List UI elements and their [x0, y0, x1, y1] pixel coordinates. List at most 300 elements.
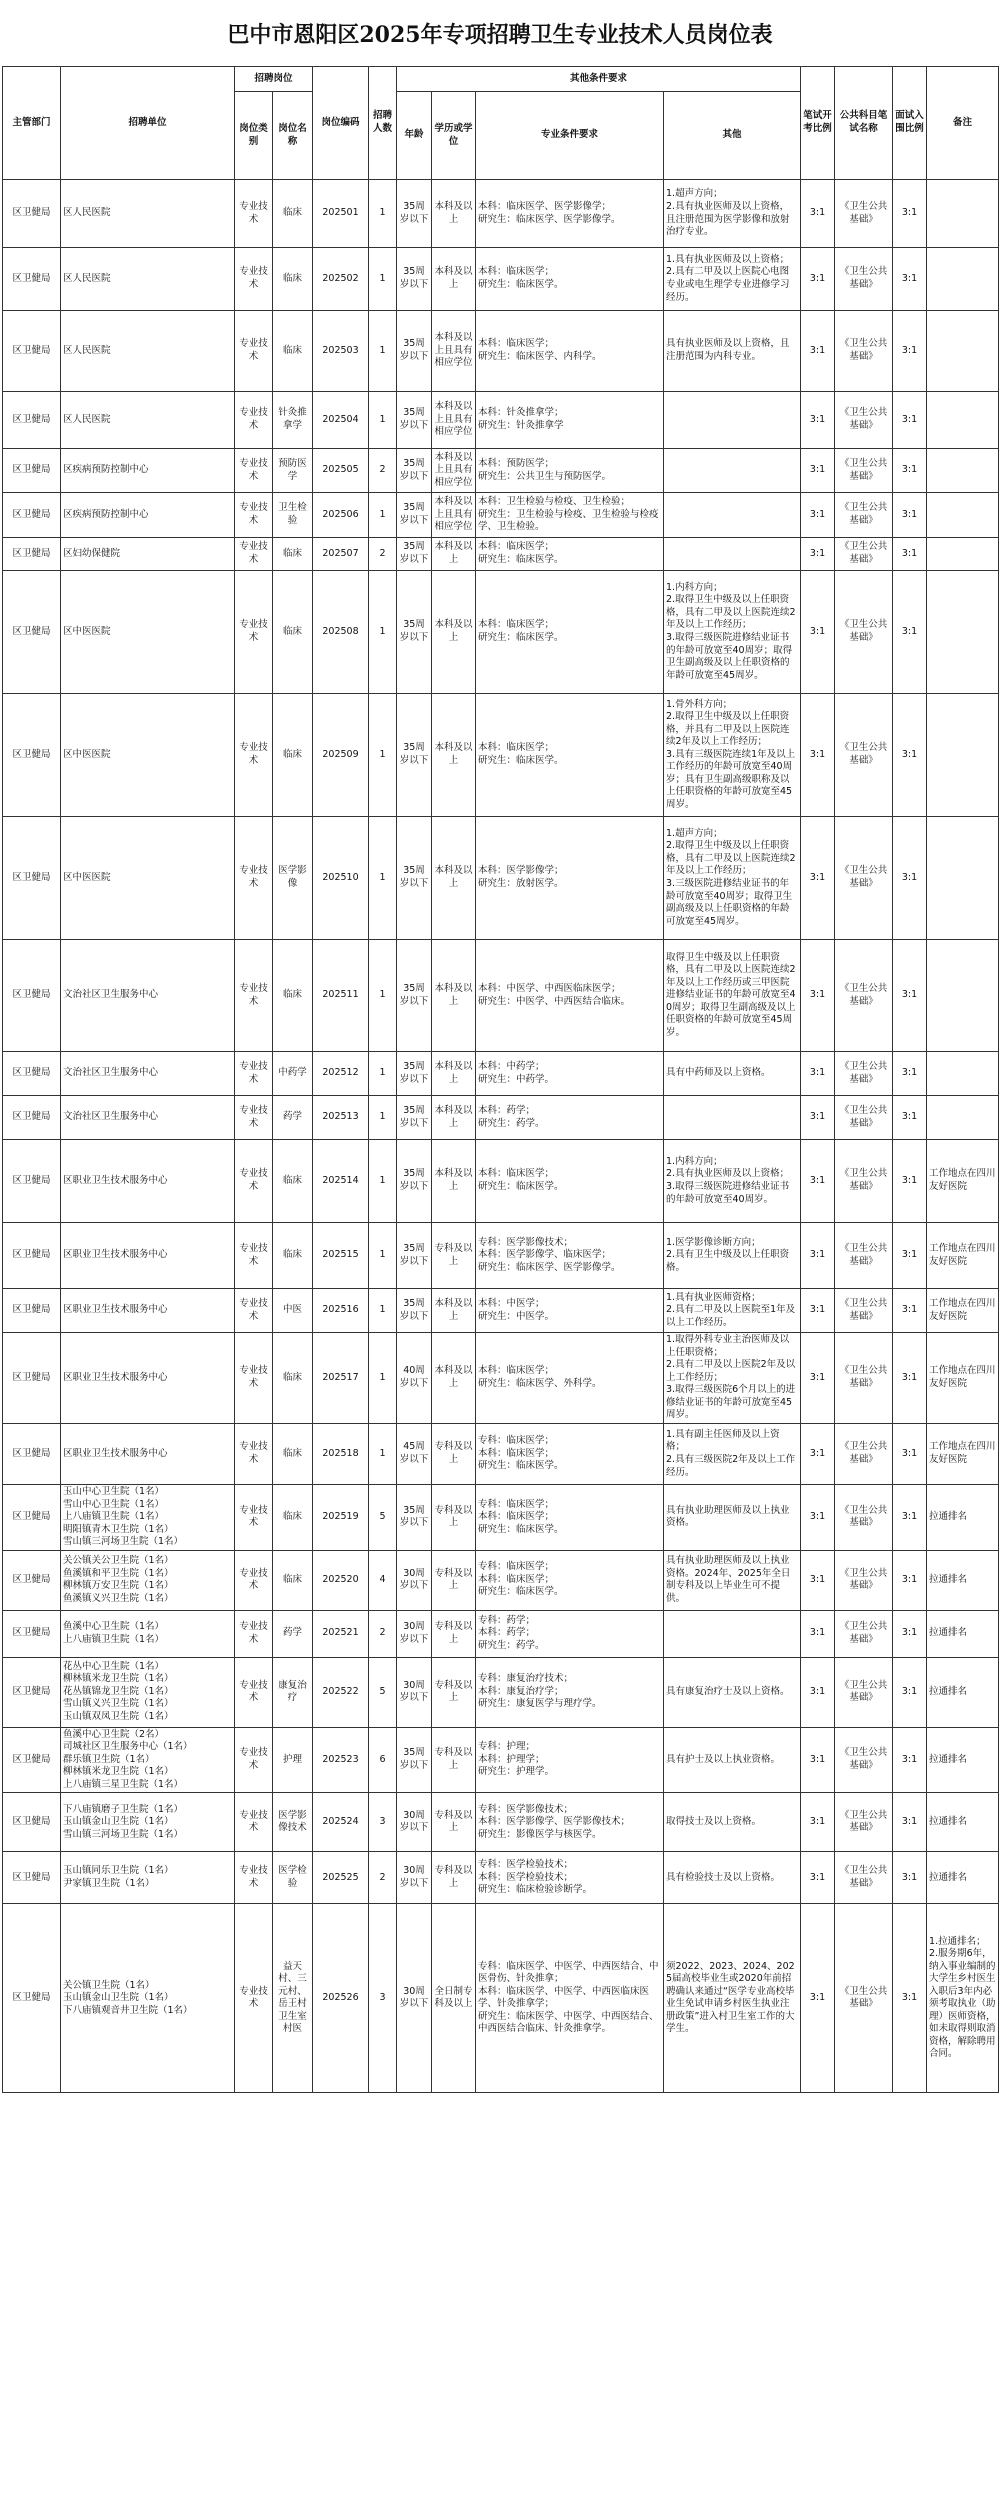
cell-type: 专业技术 [235, 248, 273, 311]
cell-other: 取得卫生中级及以上任职资格，具有二甲及以上医院连续2年及以上工作经历或三甲医院进修结业证书的年龄可放宽至40周岁；取得卫生副高级及以上任职资格的年龄可放宽至45周岁。 [664, 940, 801, 1052]
cell-edu: 专科及以上 [432, 1550, 476, 1610]
table-row [3, 940, 999, 1052]
cell-subject: 《卫生公共基础》 [835, 1223, 893, 1289]
cell-other: 1.医学影像诊断方向； 2.具有卫生中级及以上任职资格。 [664, 1223, 801, 1289]
cell-count: 5 [369, 1657, 397, 1727]
cell-interview: 3:1 [893, 1485, 927, 1551]
cell-unit: 区职业卫生技术服务中心 [61, 1140, 235, 1223]
cell-subject: 《卫生公共基础》 [835, 180, 893, 248]
cell-age: 45周岁以下 [397, 1424, 432, 1485]
cell-interview: 3:1 [893, 1727, 927, 1793]
cell-major: 本科：临床医学； 研究生：临床医学、外科学。 [476, 1333, 664, 1424]
cell-edu: 专科及以上 [432, 1485, 476, 1551]
cell-other: 1.内科方向； 2.取得卫生中级及以上任职资格，具有二甲及以上医院连续2年及以上工作经历； 3.取得三级医院进修结业证书的年龄可放宽至40周岁；取得卫生副高级及以上任职资格的年龄可放宽至45周岁。 [664, 571, 801, 694]
cell-interview: 3:1 [893, 1852, 927, 1904]
cell-major: 本科：卫生检验与检疫、卫生检验； 研究生：卫生检验与检疫、卫生检验与检疫学、卫生检验。 [476, 493, 664, 538]
cell-code: 202511 [313, 940, 369, 1052]
cell-type: 专业技术 [235, 449, 273, 493]
cell-count: 1 [369, 493, 397, 538]
cell-other: 具有护士及以上执业资格。 [664, 1727, 801, 1793]
col-code: 岗位编码 [313, 67, 369, 180]
table-row [3, 392, 999, 449]
cell-major: 本科：临床医学； 研究生：临床医学。 [476, 1140, 664, 1223]
cell-edu: 本科及以上 [432, 571, 476, 694]
cell-edu: 本科及以上且具有相应学位 [432, 392, 476, 449]
cell-dept: 区卫健局 [3, 1223, 61, 1289]
cell-edu: 专科及以上 [432, 1657, 476, 1727]
cell-name: 临床 [273, 248, 313, 311]
cell-type: 专业技术 [235, 1485, 273, 1551]
cell-subject: 《卫生公共基础》 [835, 1610, 893, 1657]
cell-remark: 工作地点在四川友好医院 [927, 1333, 999, 1424]
cell-interview: 3:1 [893, 1793, 927, 1852]
cell-name: 临床 [273, 1140, 313, 1223]
cell-unit: 花丛中心卫生院（1名） 柳林镇米龙卫生院（1名） 花丛镇锦龙卫生院（1名） 雪山镇义兴卫生院（1名） 玉山镇双凤卫生院（1名） [61, 1657, 235, 1727]
cell-unit: 区职业卫生技术服务中心 [61, 1424, 235, 1485]
cell-name: 临床 [273, 1485, 313, 1551]
cell-dept: 区卫健局 [3, 1333, 61, 1424]
cell-unit: 文治社区卫生服务中心 [61, 1052, 235, 1096]
cell-count: 1 [369, 1424, 397, 1485]
cell-major: 本科：医学影像学； 研究生：放射医学。 [476, 817, 664, 940]
cell-dept: 区卫健局 [3, 1424, 61, 1485]
cell-code: 202514 [313, 1140, 369, 1223]
cell-name: 医学检验 [273, 1852, 313, 1904]
cell-count: 1 [369, 1223, 397, 1289]
cell-name: 卫生检验 [273, 493, 313, 538]
cell-major: 本科：临床医学； 研究生：临床医学、内科学。 [476, 311, 664, 392]
cell-dept: 区卫健局 [3, 1852, 61, 1904]
cell-remark: 拉通排名 [927, 1793, 999, 1852]
cell-name: 药学 [273, 1096, 313, 1140]
cell-unit: 关公镇关公卫生院（1名） 鱼溪镇和平卫生院（1名） 柳林镇万安卫生院（1名） 鱼溪镇义兴卫生院（1名） [61, 1550, 235, 1610]
col-ratio: 笔试开考比例 [801, 67, 835, 180]
cell-age: 35周岁以下 [397, 392, 432, 449]
cell-remark [927, 449, 999, 493]
cell-code: 202504 [313, 392, 369, 449]
cell-interview: 3:1 [893, 1096, 927, 1140]
cell-type: 专业技术 [235, 1793, 273, 1852]
cell-dept: 区卫健局 [3, 311, 61, 392]
cell-major: 专科：医学检验技术； 本科：医学检验技术； 研究生：临床检验诊断学。 [476, 1852, 664, 1904]
cell-other: 1.超声方向； 2.具有执业医师及以上资格，且注册范围为医学影像和放射治疗专业。 [664, 180, 801, 248]
cell-subject: 《卫生公共基础》 [835, 1096, 893, 1140]
cell-type: 专业技术 [235, 311, 273, 392]
cell-subject: 《卫生公共基础》 [835, 493, 893, 538]
cell-unit: 区中医医院 [61, 694, 235, 817]
cell-subject: 《卫生公共基础》 [835, 1852, 893, 1904]
cell-type: 专业技术 [235, 1223, 273, 1289]
cell-interview: 3:1 [893, 538, 927, 571]
cell-count: 2 [369, 1852, 397, 1904]
cell-age: 35周岁以下 [397, 571, 432, 694]
cell-remark [927, 571, 999, 694]
cell-name: 药学 [273, 1610, 313, 1657]
cell-type: 专业技术 [235, 1657, 273, 1727]
table-row [3, 1223, 999, 1289]
cell-major: 专科：康复治疗技术； 本科：康复治疗学； 研究生：康复医学与理疗学。 [476, 1657, 664, 1727]
cell-name: 中药学 [273, 1052, 313, 1096]
cell-type: 专业技术 [235, 1610, 273, 1657]
cell-edu: 本科及以上 [432, 248, 476, 311]
cell-interview: 3:1 [893, 694, 927, 817]
cell-code: 202520 [313, 1550, 369, 1610]
cell-code: 202516 [313, 1289, 369, 1333]
cell-age: 35周岁以下 [397, 1096, 432, 1140]
cell-ratio: 3:1 [801, 180, 835, 248]
cell-count: 2 [369, 538, 397, 571]
cell-major: 本科：中医学、中西医临床医学； 研究生：中医学、中西医结合临床。 [476, 940, 664, 1052]
col-post-name: 岗位名称 [273, 92, 313, 180]
cell-remark [927, 940, 999, 1052]
cell-interview: 3:1 [893, 248, 927, 311]
cell-major: 本科：预防医学； 研究生：公共卫生与预防医学。 [476, 449, 664, 493]
cell-type: 专业技术 [235, 694, 273, 817]
cell-code: 202519 [313, 1485, 369, 1551]
cell-major: 专科：护理； 本科：护理学； 研究生：护理学。 [476, 1727, 664, 1793]
cell-remark [927, 392, 999, 449]
cell-other: 具有执业助理医师及以上执业资格。2024年、2025年全日制专科及以上毕业生可不提供。 [664, 1550, 801, 1610]
table-row [3, 248, 999, 311]
cell-code: 202518 [313, 1424, 369, 1485]
cell-name: 临床 [273, 538, 313, 571]
cell-remark: 拉通排名 [927, 1727, 999, 1793]
cell-ratio: 3:1 [801, 493, 835, 538]
cell-edu: 本科及以上 [432, 1140, 476, 1223]
cell-remark [927, 180, 999, 248]
cell-name: 临床 [273, 1550, 313, 1610]
cell-other: 具有中药师及以上资格。 [664, 1052, 801, 1096]
col-subject: 公共科目笔试名称 [835, 67, 893, 180]
cell-unit: 关公镇卫生院（1名） 玉山镇金山卫生院（1名） 下八庙镇观音井卫生院（1名） [61, 1904, 235, 2093]
cell-age: 35周岁以下 [397, 1052, 432, 1096]
cell-type: 专业技术 [235, 538, 273, 571]
cell-unit: 区疾病预防控制中心 [61, 493, 235, 538]
cell-edu: 本科及以上 [432, 940, 476, 1052]
cell-interview: 3:1 [893, 1140, 927, 1223]
cell-code: 202510 [313, 817, 369, 940]
cell-major: 本科：临床医学； 研究生：临床医学。 [476, 571, 664, 694]
cell-code: 202524 [313, 1793, 369, 1852]
cell-interview: 3:1 [893, 180, 927, 248]
cell-unit: 玉山镇同乐卫生院（1名） 尹家镇卫生院（1名） [61, 1852, 235, 1904]
cell-interview: 3:1 [893, 1052, 927, 1096]
cell-unit: 鱼溪中心卫生院（2名） 司城社区卫生服务中心（1名） 群乐镇卫生院（1名） 柳林镇米龙卫生院（1名） 上八庙镇三星卫生院（1名） [61, 1727, 235, 1793]
cell-major: 专科：临床医学； 本科：临床医学； 研究生：临床医学。 [476, 1424, 664, 1485]
col-count: 招聘人数 [369, 67, 397, 180]
cell-remark [927, 248, 999, 311]
cell-type: 专业技术 [235, 817, 273, 940]
cell-major: 本科：临床医学； 研究生：临床医学。 [476, 694, 664, 817]
table-row [3, 694, 999, 817]
cell-edu: 专科及以上 [432, 1424, 476, 1485]
cell-age: 35周岁以下 [397, 311, 432, 392]
cell-name: 预防医学 [273, 449, 313, 493]
cell-other: 具有执业医师及以上资格，且注册范围为内科专业。 [664, 311, 801, 392]
cell-type: 专业技术 [235, 571, 273, 694]
cell-remark: 工作地点在四川友好医院 [927, 1424, 999, 1485]
cell-other: 取得技士及以上资格。 [664, 1793, 801, 1852]
cell-remark: 1.拉通排名； 2.服务期6年，纳入事业编制的大学生乡村医生入职后3年内必须考取执业（助理）医师资格，如未取得则取消资格，解除聘用合同。 [927, 1904, 999, 2093]
cell-count: 3 [369, 1904, 397, 2093]
cell-code: 202505 [313, 449, 369, 493]
cell-name: 康复治疗 [273, 1657, 313, 1727]
cell-major: 专科：药学； 本科：药学； 研究生：药学。 [476, 1610, 664, 1657]
cell-remark [927, 538, 999, 571]
cell-major: 本科：临床医学； 研究生：临床医学。 [476, 248, 664, 311]
cell-other: 具有康复治疗士及以上资格。 [664, 1657, 801, 1727]
cell-remark: 拉通排名 [927, 1657, 999, 1727]
cell-code: 202513 [313, 1096, 369, 1140]
cell-type: 专业技术 [235, 1289, 273, 1333]
cell-subject: 《卫生公共基础》 [835, 1904, 893, 2093]
cell-dept: 区卫健局 [3, 1096, 61, 1140]
cell-edu: 专科及以上 [432, 1223, 476, 1289]
cell-subject: 《卫生公共基础》 [835, 940, 893, 1052]
cell-age: 35周岁以下 [397, 248, 432, 311]
cell-type: 专业技术 [235, 1096, 273, 1140]
cell-dept: 区卫健局 [3, 1140, 61, 1223]
cell-subject: 《卫生公共基础》 [835, 538, 893, 571]
cell-ratio: 3:1 [801, 1333, 835, 1424]
cell-edu: 专科及以上 [432, 1793, 476, 1852]
cell-interview: 3:1 [893, 1550, 927, 1610]
cell-remark: 拉通排名 [927, 1550, 999, 1610]
table-row [3, 1727, 999, 1793]
cell-interview: 3:1 [893, 571, 927, 694]
cell-count: 1 [369, 1289, 397, 1333]
cell-other [664, 449, 801, 493]
table-row [3, 1052, 999, 1096]
col-dept: 主管部门 [3, 67, 61, 180]
cell-interview: 3:1 [893, 311, 927, 392]
cell-unit: 文治社区卫生服务中心 [61, 940, 235, 1052]
cell-remark [927, 1052, 999, 1096]
cell-name: 临床 [273, 571, 313, 694]
cell-other [664, 392, 801, 449]
cell-edu: 专科及以上 [432, 1852, 476, 1904]
cell-count: 1 [369, 392, 397, 449]
cell-dept: 区卫健局 [3, 449, 61, 493]
cell-age: 30周岁以下 [397, 1657, 432, 1727]
cell-type: 专业技术 [235, 1904, 273, 2093]
cell-count: 1 [369, 1333, 397, 1424]
cell-edu: 本科及以上 [432, 1333, 476, 1424]
cell-edu: 本科及以上 [432, 694, 476, 817]
cell-type: 专业技术 [235, 1727, 273, 1793]
cell-name: 临床 [273, 940, 313, 1052]
cell-major: 专科：临床医学； 本科：临床医学； 研究生：临床医学。 [476, 1550, 664, 1610]
cell-unit: 下八庙镇磨子卫生院（1名） 玉山镇金山卫生院（1名） 雪山镇三河场卫生院（1名） [61, 1793, 235, 1852]
cell-edu: 本科及以上 [432, 1052, 476, 1096]
cell-major: 本科：临床医学； 研究生：临床医学。 [476, 538, 664, 571]
cell-interview: 3:1 [893, 940, 927, 1052]
cell-age: 35周岁以下 [397, 1485, 432, 1551]
cell-remark: 工作地点在四川友好医院 [927, 1289, 999, 1333]
cell-dept: 区卫健局 [3, 493, 61, 538]
cell-name: 针灸推拿学 [273, 392, 313, 449]
col-remark: 备注 [927, 67, 999, 180]
table-row [3, 1485, 999, 1551]
col-other-group: 其他条件要求 [397, 67, 801, 92]
cell-age: 35周岁以下 [397, 449, 432, 493]
cell-subject: 《卫生公共基础》 [835, 1657, 893, 1727]
cell-edu: 本科及以上 [432, 180, 476, 248]
cell-count: 5 [369, 1485, 397, 1551]
cell-other: 具有执业助理医师及以上执业资格。 [664, 1485, 801, 1551]
cell-name: 临床 [273, 1223, 313, 1289]
cell-remark [927, 1096, 999, 1140]
cell-dept: 区卫健局 [3, 1610, 61, 1657]
cell-subject: 《卫生公共基础》 [835, 1793, 893, 1852]
cell-ratio: 3:1 [801, 248, 835, 311]
table-row [3, 180, 999, 248]
cell-dept: 区卫健局 [3, 392, 61, 449]
cell-count: 1 [369, 1052, 397, 1096]
cell-edu: 本科及以上且具有相应学位 [432, 493, 476, 538]
cell-ratio: 3:1 [801, 1852, 835, 1904]
table-row [3, 1610, 999, 1657]
cell-subject: 《卫生公共基础》 [835, 392, 893, 449]
cell-major: 本科：中医学； 研究生：中医学。 [476, 1289, 664, 1333]
cell-dept: 区卫健局 [3, 940, 61, 1052]
cell-edu: 本科及以上 [432, 817, 476, 940]
cell-subject: 《卫生公共基础》 [835, 1550, 893, 1610]
cell-major: 专科：临床医学； 本科：临床医学； 研究生：临床医学。 [476, 1485, 664, 1551]
cell-type: 专业技术 [235, 1052, 273, 1096]
cell-edu: 本科及以上 [432, 538, 476, 571]
cell-other: 1.具有执业医师及以上资格； 2.具有二甲及以上医院心电图专业或电生理学专业进修学习经历。 [664, 248, 801, 311]
cell-ratio: 3:1 [801, 1096, 835, 1140]
col-interview: 面试入围比例 [893, 67, 927, 180]
cell-count: 2 [369, 449, 397, 493]
cell-code: 202509 [313, 694, 369, 817]
cell-age: 30周岁以下 [397, 1793, 432, 1852]
col-unit: 招聘单位 [61, 67, 235, 180]
cell-dept: 区卫健局 [3, 538, 61, 571]
cell-other: 1.超声方向； 2.取得卫生中级及以上任职资格，具有二甲及以上医院连续2年及以上工作经历； 3.三级医院进修结业证书的年龄可放宽至40周岁；取得卫生副高级及以上任职资格的年龄可放宽至45周岁。 [664, 817, 801, 940]
cell-interview: 3:1 [893, 1904, 927, 2093]
cell-age: 35周岁以下 [397, 817, 432, 940]
cell-other [664, 1096, 801, 1140]
cell-name: 益天村、三元村、岳王村卫生室村医 [273, 1904, 313, 2093]
cell-code: 202517 [313, 1333, 369, 1424]
cell-age: 35周岁以下 [397, 538, 432, 571]
cell-other [664, 493, 801, 538]
cell-ratio: 3:1 [801, 1904, 835, 2093]
cell-ratio: 3:1 [801, 1289, 835, 1333]
header-row-1 [3, 67, 999, 92]
cell-code: 202501 [313, 180, 369, 248]
cell-ratio: 3:1 [801, 940, 835, 1052]
cell-age: 30周岁以下 [397, 1610, 432, 1657]
cell-interview: 3:1 [893, 493, 927, 538]
cell-age: 35周岁以下 [397, 1727, 432, 1793]
cell-code: 202526 [313, 1904, 369, 2093]
cell-name: 临床 [273, 180, 313, 248]
table-row [3, 571, 999, 694]
col-major: 专业条件要求 [476, 92, 664, 180]
col-post-type: 岗位类别 [235, 92, 273, 180]
cell-unit: 区人民医院 [61, 392, 235, 449]
cell-age: 35周岁以下 [397, 694, 432, 817]
cell-name: 临床 [273, 1333, 313, 1424]
cell-count: 1 [369, 248, 397, 311]
cell-interview: 3:1 [893, 1289, 927, 1333]
cell-name: 中医 [273, 1289, 313, 1333]
cell-code: 202507 [313, 538, 369, 571]
cell-edu: 本科及以上 [432, 1289, 476, 1333]
cell-age: 40周岁以下 [397, 1333, 432, 1424]
cell-count: 1 [369, 180, 397, 248]
cell-other [664, 1610, 801, 1657]
cell-interview: 3:1 [893, 1333, 927, 1424]
cell-major: 本科：针灸推拿学； 研究生：针灸推拿学 [476, 392, 664, 449]
cell-ratio: 3:1 [801, 571, 835, 694]
cell-ratio: 3:1 [801, 311, 835, 392]
table-row [3, 1140, 999, 1223]
cell-ratio: 3:1 [801, 1610, 835, 1657]
cell-age: 30周岁以下 [397, 1904, 432, 2093]
cell-dept: 区卫健局 [3, 1550, 61, 1610]
table-row [3, 1793, 999, 1852]
cell-ratio: 3:1 [801, 1223, 835, 1289]
cell-edu: 本科及以上且具有相应学位 [432, 311, 476, 392]
table-row [3, 1333, 999, 1424]
cell-remark: 拉通排名 [927, 1852, 999, 1904]
cell-code: 202525 [313, 1852, 369, 1904]
table-row [3, 1096, 999, 1140]
cell-ratio: 3:1 [801, 1727, 835, 1793]
table-row [3, 311, 999, 392]
cell-count: 1 [369, 940, 397, 1052]
cell-interview: 3:1 [893, 392, 927, 449]
cell-unit: 区职业卫生技术服务中心 [61, 1223, 235, 1289]
table-row [3, 1852, 999, 1904]
cell-code: 202523 [313, 1727, 369, 1793]
cell-count: 4 [369, 1550, 397, 1610]
cell-code: 202521 [313, 1610, 369, 1657]
page-title: 巴中市恩阳区2025年专项招聘卫生专业技术人员岗位表 [227, 21, 773, 48]
cell-age: 35周岁以下 [397, 180, 432, 248]
cell-subject: 《卫生公共基础》 [835, 248, 893, 311]
cell-edu: 专科及以上 [432, 1727, 476, 1793]
cell-subject: 《卫生公共基础》 [835, 1333, 893, 1424]
col-edu: 学历或学位 [432, 92, 476, 180]
cell-remark [927, 817, 999, 940]
cell-major: 专科：临床医学、中医学、中西医结合、中医骨伤、针灸推拿； 本科：临床医学、中医学、中西医临床医学、针灸推拿学； 研究生：临床医学、中医学、中西医结合、中西医结合临床、针灸推拿学。 [476, 1904, 664, 2093]
cell-dept: 区卫健局 [3, 180, 61, 248]
cell-unit: 区中医医院 [61, 571, 235, 694]
cell-type: 专业技术 [235, 940, 273, 1052]
cell-other: 具有检验技士及以上资格。 [664, 1852, 801, 1904]
cell-dept: 区卫健局 [3, 1727, 61, 1793]
cell-remark [927, 311, 999, 392]
table-row [3, 1424, 999, 1485]
cell-count: 1 [369, 311, 397, 392]
cell-interview: 3:1 [893, 1657, 927, 1727]
cell-count: 1 [369, 694, 397, 817]
cell-edu: 专科及以上 [432, 1610, 476, 1657]
cell-dept: 区卫健局 [3, 1052, 61, 1096]
table-row [3, 538, 999, 571]
cell-count: 2 [369, 1610, 397, 1657]
cell-count: 3 [369, 1793, 397, 1852]
cell-other: 须2022、2023、2024、2025届高校毕业生或2020年前招聘确认来通过“医学专业高校毕业生免试申请乡村医生执业注册政策”进入村卫生室工作的大学生。 [664, 1904, 801, 2093]
cell-ratio: 3:1 [801, 1424, 835, 1485]
cell-ratio: 3:1 [801, 392, 835, 449]
cell-unit: 玉山中心卫生院（1名） 雪山中心卫生院（1名） 上八庙镇卫生院（1名） 明阳镇青木卫生院（1名） 雪山镇三河场卫生院（1名） [61, 1485, 235, 1551]
